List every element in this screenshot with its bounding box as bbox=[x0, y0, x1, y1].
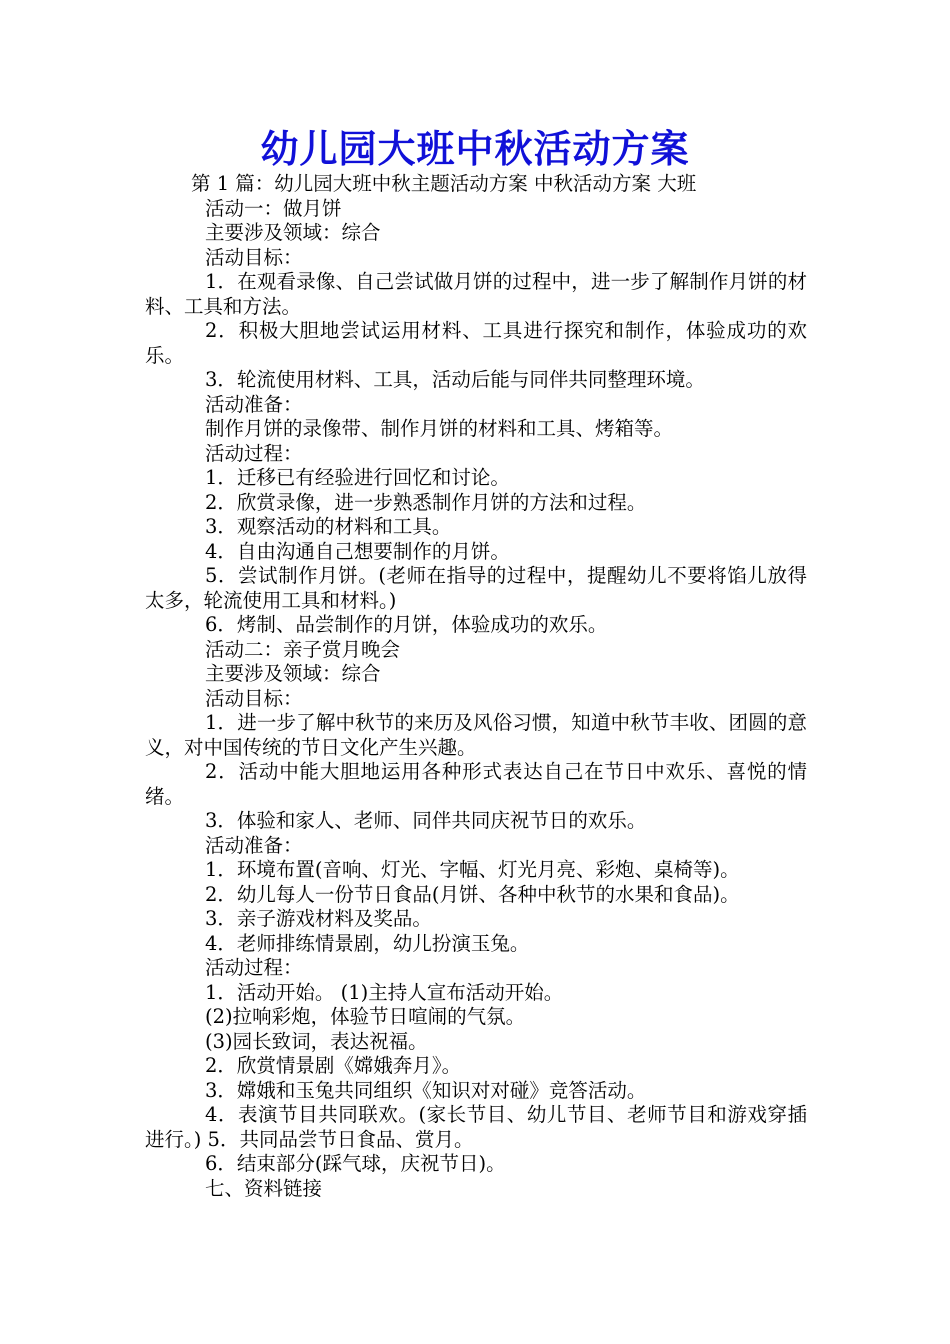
paragraph: 2．积极大胆地尝试运用材料、工具进行探究和制作，体验成功的欢乐。 bbox=[145, 319, 807, 367]
paragraph: 活动目标： bbox=[205, 686, 303, 710]
paragraph: 5．尝试制作月饼。(老师在指导的过程中，提醒幼儿不要将馅儿放得太多，轮流使用工具和材料。) bbox=[145, 564, 807, 612]
paragraph: 第 1 篇：幼儿园大班中秋主题活动方案 中秋活动方案 大班 bbox=[191, 172, 697, 195]
paragraph: 活动准备： bbox=[205, 392, 303, 416]
paragraph: 主要涉及领域：综合 bbox=[205, 221, 381, 244]
paragraph: 3．嫦娥和玉兔共同组织《知识对对碰》竞答活动。 bbox=[205, 1078, 647, 1102]
paragraph: 3．体验和家人、老师、同伴共同庆祝节日的欢乐。 bbox=[205, 809, 647, 832]
paragraph: (3)园长致词，表达祝福。 bbox=[205, 1029, 428, 1053]
paragraph: 1．进一步了解中秋节的来历及风俗习惯，知道中秋节丰收、团圆的意义，对中国传统的节日文化产生兴趣。 bbox=[145, 711, 807, 759]
paragraph: 1．在观看录像、自己尝试做月饼的过程中，进一步了解制作月饼的材料、工具和方法。 bbox=[145, 270, 807, 318]
paragraph: 制作月饼的录像带、制作月饼的材料和工具、烤箱等。 bbox=[205, 417, 674, 440]
paragraph: 活动准备： bbox=[205, 833, 303, 857]
paragraph: 2．欣赏情景剧《嫦娥奔月》。 bbox=[205, 1054, 462, 1077]
paragraph: 1．迁移已有经验进行回忆和讨论。 bbox=[205, 466, 510, 489]
paragraph: 1．环境布置(音响、灯光、字幅、灯光月亮、彩炮、桌椅等)。 bbox=[205, 858, 740, 881]
paragraph: 4．表演节目共同联欢。(家长节目、幼儿节目、老师节目和游戏穿插进行。) 5．共同品尝节日食品、赏月。 bbox=[145, 1103, 807, 1151]
paragraph: 6．烤制、品尝制作的月饼，体验成功的欢乐。 bbox=[205, 613, 608, 636]
paragraph: 4．自由沟通自己想要制作的月饼。 bbox=[205, 539, 510, 563]
paragraph: 1．活动开始。 (1)主持人宣布活动开始。 bbox=[205, 980, 564, 1004]
paragraph: 4．老师排练情景剧，幼儿扮演玉兔。 bbox=[205, 931, 530, 955]
paragraph: 3．轮流使用材料、工具，活动后能与同伴共同整理环境。 bbox=[205, 368, 705, 391]
paragraph: 七、资料链接 bbox=[205, 1176, 323, 1200]
paragraph: 活动一：做月饼 bbox=[205, 196, 342, 220]
document-title: 幼儿园大班中秋活动方案 bbox=[260, 127, 690, 171]
paragraph: 活动二：亲子赏月晚会 bbox=[205, 637, 401, 661]
paragraph: 主要涉及领域：综合 bbox=[205, 662, 381, 685]
paragraph: 2．幼儿每人一份节日食品(月饼、各种中秋节的水果和食品)。 bbox=[205, 882, 740, 906]
paragraph: 3．观察活动的材料和工具。 bbox=[205, 515, 452, 538]
paragraph: 活动过程： bbox=[205, 441, 303, 465]
paragraph: 2．欣赏录像，进一步熟悉制作月饼的方法和过程。 bbox=[205, 490, 647, 514]
paragraph: (2)拉响彩炮，体验节日喧闹的气氛。 bbox=[205, 1005, 526, 1028]
paragraph: 2．活动中能大胆地运用各种形式表达自己在节日中欢乐、喜悦的情绪。 bbox=[145, 760, 807, 808]
paragraph: 6．结束部分(踩气球，庆祝节日)。 bbox=[205, 1152, 506, 1175]
paragraph: 活动目标： bbox=[205, 245, 303, 269]
paragraph: 3．亲子游戏材料及奖品。 bbox=[205, 907, 432, 930]
document-body bbox=[145, 172, 807, 1201]
paragraph: 活动过程： bbox=[205, 956, 303, 979]
